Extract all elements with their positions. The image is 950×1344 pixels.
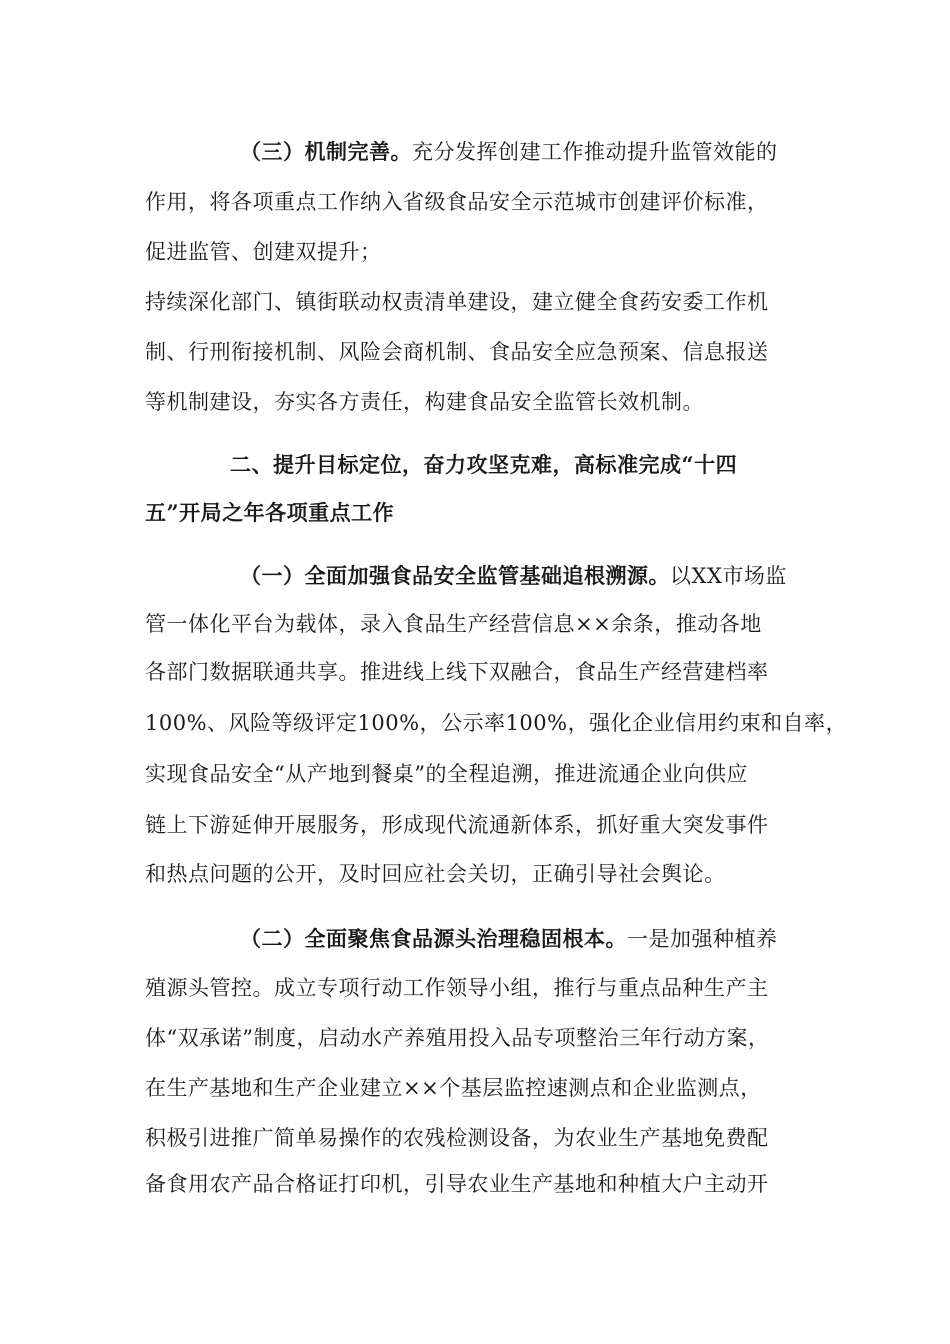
item-2-line-3: 体“双承诺”制度，启动水产养殖用投入品专项整治三年行动方案， xyxy=(145,1026,770,1050)
item-1-line-1-text: 以XX市场监 xyxy=(670,564,787,588)
item-1-line-4: 100%、风险等级评定100%，公示率100%，强化企业信用约束和自率， xyxy=(145,711,848,735)
item-2-line-6: 备食用农产品合格证打印机，引导农业生产基地和种植大户主动开 xyxy=(145,1172,769,1196)
section-3-line-3: 促进监管、创建双提升； xyxy=(145,240,382,264)
item-2-line-5: 积极引进推广简单易操作的农残检测设备，为农业生产基地免费配 xyxy=(145,1126,769,1150)
section-3-line-1-text: 充分发挥创建工作推动提升监管效能的 xyxy=(412,140,778,164)
part-2-title-line-1: 二、提升目标定位，奋力攻坚克难，高标准完成“十四 xyxy=(230,452,738,477)
item-2-line-4: 在生产基地和生产企业建立××个基层监控速测点和企业监测点， xyxy=(145,1076,762,1100)
item-1-line-3: 各部门数据联通共享。推进线上线下双融合，食品生产经营建档率 xyxy=(145,660,769,684)
item-1-line-2: 管一体化平台为载体，录入食品生产经营信息××余条，推动各地 xyxy=(145,612,762,636)
item-2-line-1-text: 一是加强种植养 xyxy=(627,927,778,951)
section-3-line-2: 作用，将各项重点工作纳入省级食品安全示范城市创建评价标准， xyxy=(145,190,769,214)
section-3-line-5: 制、行刑衔接机制、风险会商机制、食品安全应急预案、信息报送 xyxy=(145,340,769,364)
section-3-heading: （三）机制完善。 xyxy=(240,139,412,164)
item-1-line-6: 链上下游延伸开展服务，形成现代流通新体系，抓好重大突发事件 xyxy=(145,813,769,837)
section-3-line-4: 持续深化部门、镇街联动权责清单建设，建立健全食药安委工作机 xyxy=(145,290,769,314)
item-2-heading: （二）全面聚焦食品源头治理稳固根本。 xyxy=(240,926,627,951)
item-1-line-1 xyxy=(240,562,787,590)
item-2-line-1 xyxy=(240,925,778,953)
section-3-line-6: 等机制建设，夯实各方责任，构建食品安全监管长效机制。 xyxy=(145,390,704,414)
section-3-line-1 xyxy=(240,138,778,166)
item-1-heading: （一）全面加强食品安全监管基础追根溯源。 xyxy=(240,563,670,588)
item-2-line-2: 殖源头管控。成立专项行动工作领导小组，推行与重点品种生产主 xyxy=(145,976,769,1000)
item-1-line-5: 实现食品安全“从产地到餐桌”的全程追溯，推进流通企业向供应 xyxy=(145,762,748,786)
part-2-title-line-2: 五”开局之年各项重点工作 xyxy=(145,500,395,525)
item-1-line-7: 和热点问题的公开，及时回应社会关切，正确引导社会舆论。 xyxy=(145,862,726,886)
